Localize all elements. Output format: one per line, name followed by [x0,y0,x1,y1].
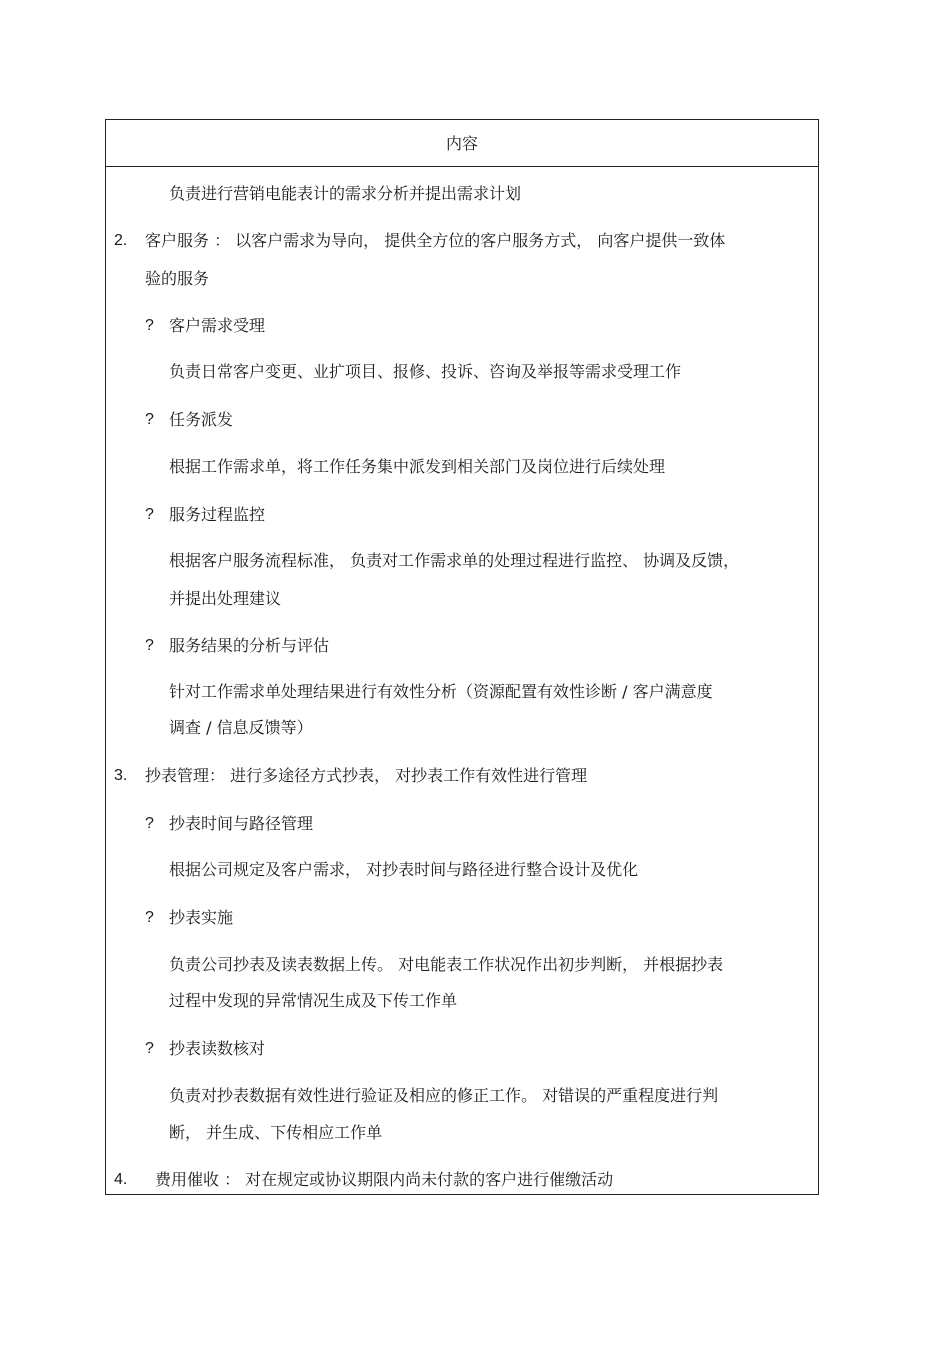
bullet-description: 负责对抄表数据有效性进行验证及相应的修正工作。 对错误的严重程度进行判 [169,1086,719,1105]
bullet-title: 抄表时间与路径管理 [169,814,314,833]
bullet-title: 服务结果的分析与评估 [169,636,330,655]
bullet-description: 根据公司规定及客户需求， 对抄表时间与路径进行整合设计及优化 [169,860,639,879]
section-heading-continued: 验的服务 [145,269,210,288]
section-number: 2. [114,232,128,249]
bullet-description: 负责公司抄表及读表数据上传。 对电能表工作状况作出初步判断， 并根据抄表 [169,955,724,974]
bullet-title: 抄表读数核对 [169,1039,266,1058]
bullet-mark: ? [145,1040,154,1057]
bullet-description-continued: 断， 并生成、下传相应工作单 [169,1123,383,1142]
bullet-title: 客户需求受理 [169,316,266,335]
bullet-mark: ? [145,506,154,523]
bullet-title: 任务派发 [169,410,234,429]
bullet-mark: ? [145,317,154,334]
bullet-mark: ? [145,637,154,654]
table-header [106,120,818,167]
header-title: 内容 [445,134,478,153]
section-number: 4. [114,1171,128,1188]
section-number: 3. [114,767,128,784]
bullet-description-continued: 调查 / 信息反馈等） [169,718,313,737]
body-line: 负责进行营销电能表计的需求分析并提出需求计划 [169,184,522,203]
content-table [105,119,819,1195]
bullet-mark: ? [145,815,154,832]
section-heading: 客户服务 ： 以客户需求为导向， 提供全方位的客户服务方式， 向客户提供一致体 [145,231,726,250]
section-heading: 抄表管理： 进行多途径方式抄表， 对抄表工作有效性进行管理 [145,766,588,785]
bullet-description-continued: 并提出处理建议 [169,589,282,608]
bullet-mark: ? [145,411,154,428]
bullet-description: 针对工作需求单处理结果进行有效性分析（资源配置有效性诊断 / 客户满意度 [169,682,713,701]
bullet-title: 服务过程监控 [169,505,266,524]
section-heading: 费用催收 ： 对在规定或协议期限内尚未付款的客户进行催缴活动 [155,1170,614,1189]
bullet-description: 根据工作需求单，将工作任务集中派发到相关部门及岗位进行后续处理 [169,457,666,476]
bullet-mark: ? [145,909,154,926]
bullet-description: 根据客户服务流程标准， 负责对工作需求单的处理过程进行监控、 协调及反馈， [169,551,740,570]
bullet-description: 负责日常客户变更、业扩项目、报修、投诉、咨询及举报等需求受理工作 [169,362,682,381]
bullet-description-continued: 过程中发现的异常情况生成及下传工作单 [169,991,458,1010]
bullet-title: 抄表实施 [169,908,234,927]
